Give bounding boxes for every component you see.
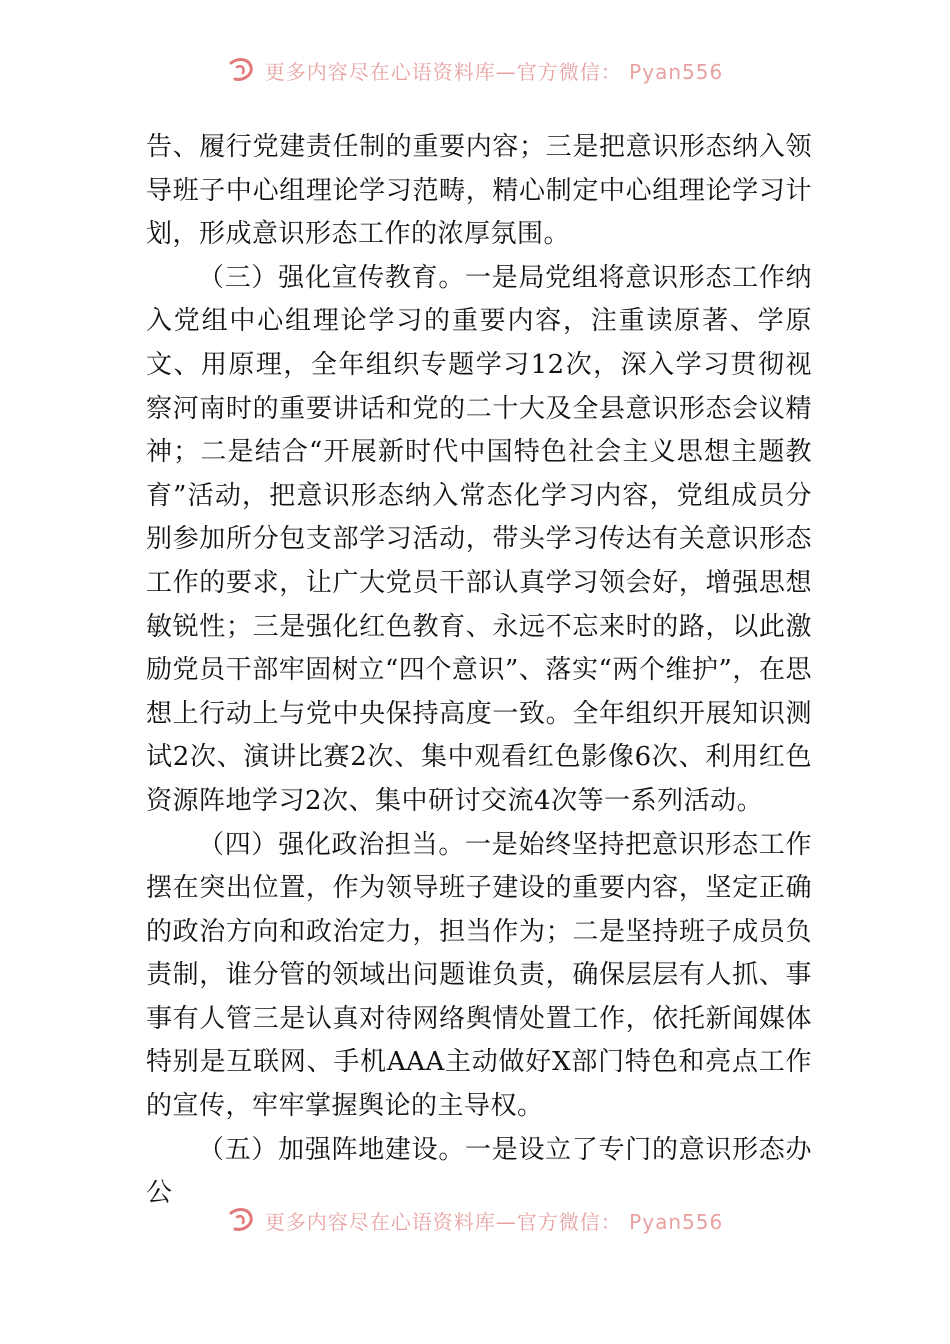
watermark-text: 更多内容尽在心语资料库—官方微信： Pyan556	[264, 1209, 724, 1234]
watermark-logo-icon	[227, 1205, 257, 1235]
watermark-footer	[0, 1200, 950, 1240]
paragraph-section-5: （五）加强阵地建设。一是设立了专门的意识形态办公	[146, 1134, 812, 1209]
watermark-logo-icon	[227, 55, 257, 85]
watermark-text: 更多内容尽在心语资料库—官方微信： Pyan556	[264, 59, 724, 84]
paragraph-continuation: 告、履行党建责任制的重要内容；三是把意识形态纳入领导班子中心组理论学习范畴，精心制定中心组理论学习计划，形成意识形态工作的浓厚氛围。	[146, 132, 812, 250]
document-body	[146, 126, 812, 1216]
paragraph-section-3: （三）强化宣传教育。一是局党组将意识形态工作纳入党组中心组理论学习的重要内容，注重读原著、学原文、用原理，全年组织专题学习12次，深入学习贯彻视察河南时的重要讲话和党的二十大及全县意识形态会议精神；二是结合“开展新时代中国特色社会主义思想主题教育”活动，把意识形态纳入常态化学习内容，党组成员分别参加所分包支部学习活动，带头学习传达有关意识形态工作的要求，让广大党员干部认真学习领会好，增强思想敏锐性；三是强化红色教育、永远不忘来时的路，以此激励党员干部牢固树立“四个意识”、落实“两个维护”，在思想上行动上与党中央保持高度一致。全年组织开展知识测试2次、演讲比赛2次、集中观看红色影像6次、利用红色资源阵地学习2次、集中研讨交流4次等一系列活动。	[146, 262, 812, 816]
watermark-header	[0, 50, 950, 90]
paragraph-section-4: （四）强化政治担当。一是始终坚持把意识形态工作摆在突出位置，作为领导班子建设的重要内容，坚定正确的政治方向和政治定力，担当作为；二是坚持班子成员负责制，谁分管的领域出问题谁负责，确保层层有人抓、事事有人管三是认真对待网络舆情处置工作，依托新闻媒体特别是互联网、手机AAA主动做好X部门特色和亮点工作的宣传，牢牢掌握舆论的主导权。	[146, 829, 812, 1122]
